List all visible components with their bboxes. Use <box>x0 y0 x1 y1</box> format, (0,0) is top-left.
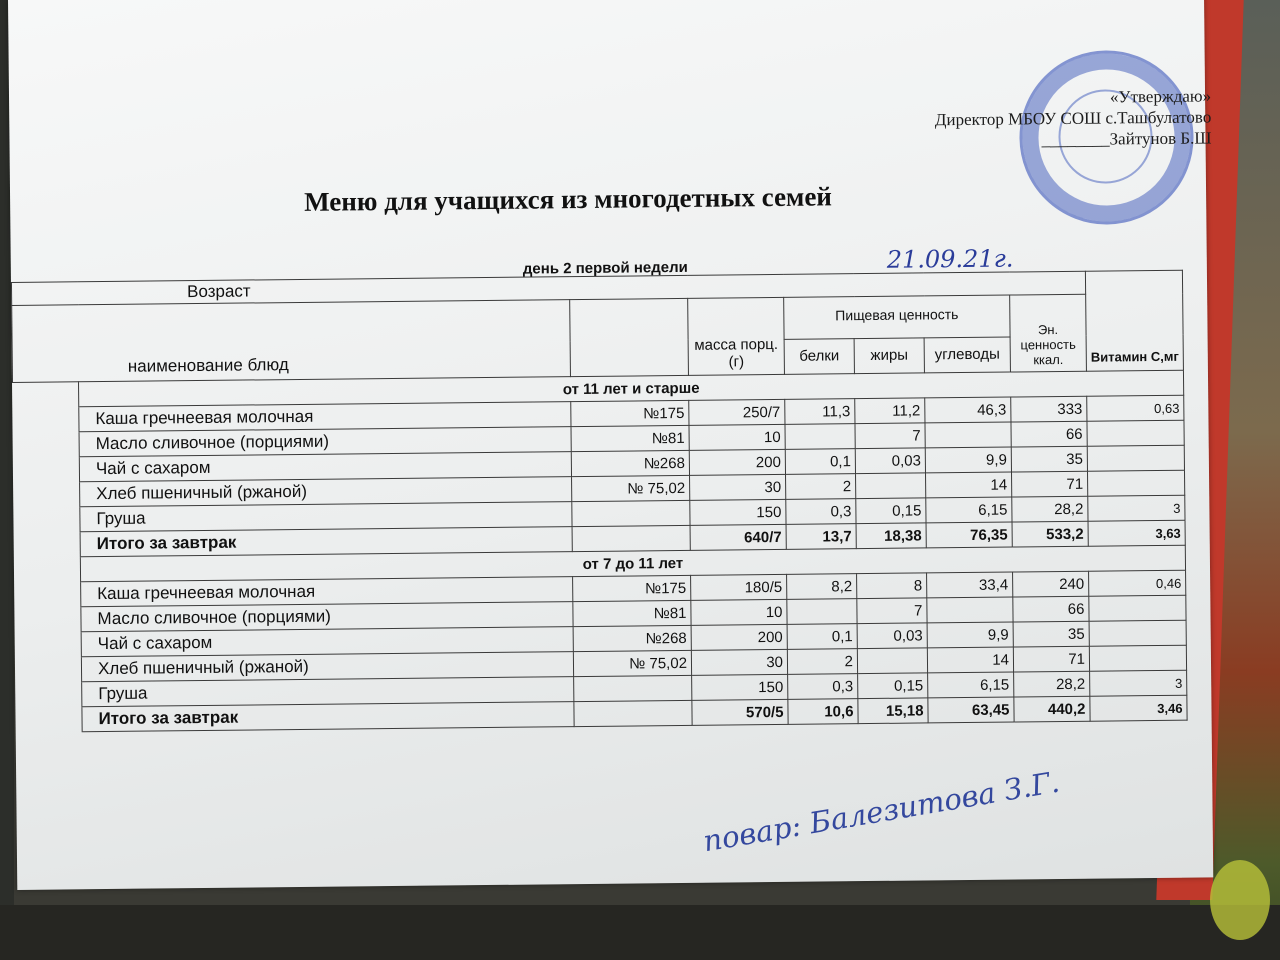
section-title: от 7 до 11 лет <box>80 545 1185 582</box>
proteins-value: 0,3 <box>786 499 856 525</box>
carbs-value <box>925 422 1011 448</box>
dish-name: Хлеб пшеничный (ржаной) <box>81 652 573 682</box>
header-portion: масса порц. (г) <box>688 297 785 375</box>
margin-cell <box>15 657 81 683</box>
proteins-value: 0,3 <box>788 674 858 700</box>
margin-cell <box>15 607 81 633</box>
carbs-value: 33,4 <box>927 572 1013 598</box>
recipe-number: №268 <box>573 625 691 651</box>
portion-mass: 10 <box>691 599 787 625</box>
fats-value <box>856 473 926 499</box>
dish-name: Груша <box>82 677 574 707</box>
margin-cell <box>14 482 80 508</box>
vitamin-c-value <box>1087 420 1184 446</box>
total-kcal: 440,2 <box>1014 696 1090 722</box>
kcal-value: 71 <box>1011 471 1087 497</box>
vitamin-c-value <box>1087 445 1184 471</box>
portion-mass: 200 <box>689 449 785 475</box>
total-mass: 570/5 <box>692 699 788 725</box>
header-proteins: белки <box>784 338 854 374</box>
recipe-number: №175 <box>571 400 689 426</box>
vitamin-c-value <box>1089 645 1186 671</box>
recipe-number: №81 <box>573 600 691 626</box>
plant-decoration <box>1210 860 1270 940</box>
dish-name: Чай с сахаром <box>81 627 573 657</box>
total-mass: 640/7 <box>690 524 786 550</box>
carbs-value: 9,9 <box>925 447 1011 473</box>
header-recipe <box>570 298 689 376</box>
recipe-number: №175 <box>573 575 691 601</box>
proteins-value: 0,1 <box>787 624 857 650</box>
margin-cell <box>13 457 79 483</box>
margin-cell <box>13 432 79 458</box>
cook-signature: повар: Балезитова З.Г. <box>700 764 1062 859</box>
kcal-value: 66 <box>1013 596 1089 622</box>
dish-name: Чай с сахаром <box>79 452 571 482</box>
total-recipe <box>574 700 692 726</box>
approval-line-1: «Утверждаю» <box>1109 86 1212 107</box>
total-label: Итого за завтрак <box>82 702 574 732</box>
proteins-value <box>785 424 855 450</box>
header-dish-name: наименование блюд <box>12 300 571 383</box>
recipe-number <box>572 500 690 526</box>
total-vitamin-c: 3,63 <box>1088 520 1185 546</box>
total-fats: 15,18 <box>858 698 928 724</box>
total-carbs: 76,35 <box>926 522 1012 548</box>
margin-cell <box>15 632 81 658</box>
header-energy: Эн. ценность ккал. <box>1010 294 1087 372</box>
portion-mass: 200 <box>691 624 787 650</box>
portion-mass: 180/5 <box>691 574 787 600</box>
dish-name: Груша <box>80 502 572 532</box>
approval-line-2: Директор МБОУ СОШ с.Ташбулатово <box>934 107 1212 130</box>
fats-value: 0,03 <box>857 623 927 649</box>
total-proteins: 13,7 <box>786 524 856 550</box>
dish-name: Хлеб пшеничный (ржаной) <box>80 477 572 507</box>
carbs-value <box>927 597 1013 623</box>
kcal-value: 333 <box>1011 396 1087 422</box>
vitamin-c-value: 0,46 <box>1089 570 1186 596</box>
portion-mass: 250/7 <box>689 399 785 425</box>
carbs-value: 6,15 <box>926 497 1012 523</box>
dish-name: Каша гречнеевая молочная <box>79 402 571 432</box>
carbs-value: 14 <box>927 647 1013 673</box>
header-carbs: углеводы <box>924 337 1010 373</box>
approval-block <box>881 85 1212 151</box>
vitamin-c-value: 0,63 <box>1087 395 1184 421</box>
vitamin-c-value: 3 <box>1090 670 1187 696</box>
vitamin-c-value: 3 <box>1088 495 1185 521</box>
vitamin-c-value <box>1089 595 1186 621</box>
header-vitamin-c: Витамин С,мг <box>1085 270 1183 371</box>
header-nutrition: Пищевая ценность <box>784 295 1010 339</box>
margin-cell <box>16 707 82 733</box>
portion-mass: 150 <box>690 499 786 525</box>
carbs-value: 46,3 <box>925 397 1011 423</box>
total-proteins: 10,6 <box>788 699 858 725</box>
margin-cell <box>14 532 80 558</box>
recipe-number: №81 <box>571 425 689 451</box>
fats-value: 8 <box>857 573 927 599</box>
fats-value: 7 <box>857 598 927 624</box>
margin-cell <box>14 507 80 533</box>
fats-value: 11,2 <box>855 398 925 424</box>
header-fats: жиры <box>854 338 924 374</box>
fats-value: 0,03 <box>855 448 925 474</box>
fats-value: 0,15 <box>858 673 928 699</box>
portion-mass: 30 <box>690 474 786 500</box>
fats-value <box>857 648 927 674</box>
kcal-value: 66 <box>1011 421 1087 447</box>
margin-cell <box>13 407 79 433</box>
kcal-value: 35 <box>1011 446 1087 472</box>
carbs-value: 6,15 <box>928 672 1014 698</box>
recipe-number <box>574 675 692 701</box>
recipe-number: №268 <box>571 450 689 476</box>
total-kcal: 533,2 <box>1012 521 1088 547</box>
header-age: Возраст <box>11 271 1085 305</box>
fats-value: 7 <box>855 423 925 449</box>
carbs-value: 9,9 <box>927 622 1013 648</box>
kcal-value: 28,2 <box>1014 671 1090 697</box>
menu-sheet <box>8 0 1213 890</box>
section-title: от 11 лет и старше <box>79 370 1184 407</box>
recipe-number: № 75,02 <box>573 650 691 676</box>
fats-value: 0,15 <box>856 498 926 524</box>
dish-name: Масло сливочное (порциями) <box>79 427 571 457</box>
total-carbs: 63,45 <box>928 697 1014 723</box>
proteins-value: 2 <box>787 649 857 675</box>
page-subtitle: день 2 первой недели <box>522 258 688 278</box>
total-recipe <box>572 525 690 551</box>
menu-table <box>11 270 1188 733</box>
portion-mass: 30 <box>691 649 787 675</box>
recipe-number: № 75,02 <box>572 475 690 501</box>
handwritten-date: 21.09.21г. <box>886 244 1014 274</box>
total-label: Итого за завтрак <box>80 527 572 557</box>
portion-mass: 150 <box>692 674 788 700</box>
margin-cell <box>14 557 80 583</box>
proteins-value: 11,3 <box>785 399 855 425</box>
carbs-value: 14 <box>926 472 1012 498</box>
total-vitamin-c: 3,46 <box>1090 695 1187 721</box>
vitamin-c-value <box>1089 620 1186 646</box>
approval-line-3: ________Зайтунов Б.Ш <box>1041 128 1212 150</box>
kcal-value: 35 <box>1013 621 1089 647</box>
total-fats: 18,38 <box>856 523 926 549</box>
margin-cell <box>13 382 79 408</box>
kcal-value: 71 <box>1013 646 1089 672</box>
proteins-value: 2 <box>786 474 856 500</box>
background-bottom <box>0 905 1280 960</box>
proteins-value: 0,1 <box>785 449 855 475</box>
kcal-value: 28,2 <box>1012 496 1088 522</box>
margin-cell <box>15 582 81 608</box>
kcal-value: 240 <box>1013 571 1089 597</box>
portion-mass: 10 <box>689 424 785 450</box>
dish-name: Каша гречнеевая молочная <box>81 577 573 607</box>
page-title: Меню для учащихся из многодетных семей <box>303 181 833 217</box>
dish-name: Масло сливочное (порциями) <box>81 602 573 632</box>
vitamin-c-value <box>1087 470 1184 496</box>
margin-cell <box>16 682 82 708</box>
proteins-value <box>787 599 857 625</box>
proteins-value: 8,2 <box>787 574 857 600</box>
